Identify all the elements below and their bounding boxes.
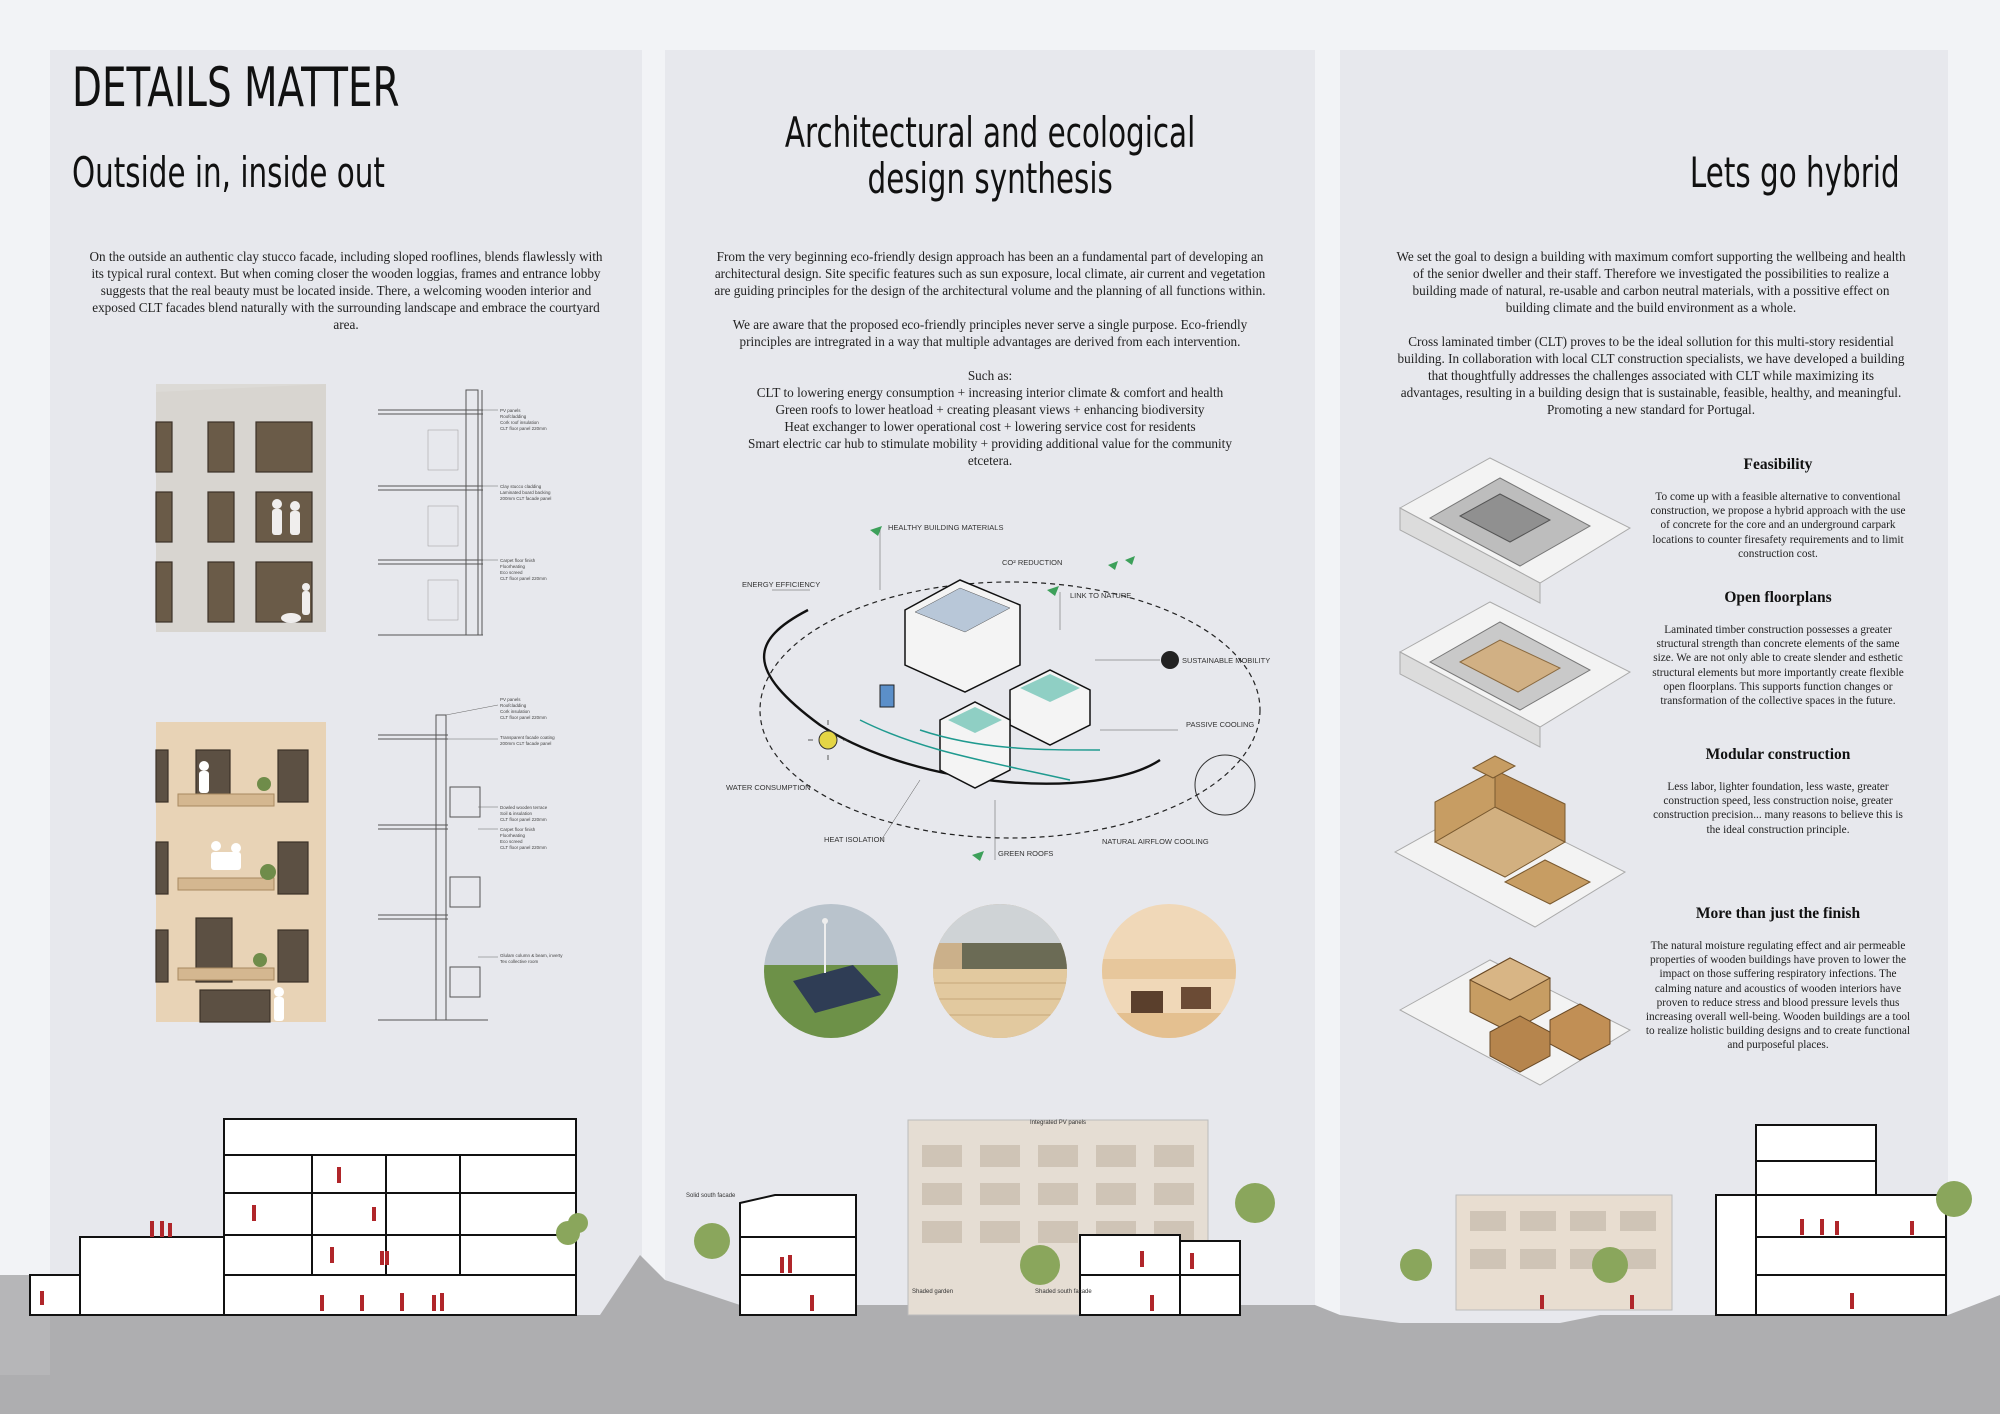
svg-text:CLT floor panel 220mm: CLT floor panel 220mm <box>500 576 547 581</box>
panel2-list-item: CLT to lowering energy consumption + increasing interior climate & comfort and health <box>756 385 1224 400</box>
building-section-3 <box>1380 1115 1980 1320</box>
panel1-title: DETAILS MATTER <box>72 56 400 119</box>
label-heat-isolation: HEAT ISOLATION <box>824 835 885 844</box>
label-healthy-materials: HEALTHY BUILDING MATERIALS <box>888 523 1004 532</box>
label-co2-reduction: CO² REDUCTION <box>1002 558 1063 567</box>
label-sustainable-mobility: SUSTAINABLE MOBILITY <box>1182 656 1271 665</box>
open-floorplans-model <box>1400 602 1630 742</box>
panel2-list-item: Smart electric car hub to stimulate mobility + providing additional value for the community <box>748 436 1232 451</box>
svg-text:Carpet floor finish: Carpet floor finish <box>500 558 536 563</box>
svg-text:Eco screed: Eco screed <box>500 570 523 575</box>
label-passive-cooling: PASSIVE COOLING <box>1186 720 1255 729</box>
label-natural-airflow: NATURAL AIRFLOW COOLING <box>1102 837 1209 846</box>
green-roof-photo-circle <box>763 903 899 1039</box>
svg-text:Soil & insulation: Soil & insulation <box>500 811 533 816</box>
svg-text:Transparent facade coating: Transparent facade coating <box>500 735 555 740</box>
panel1-subtitle: Outside in, inside out <box>72 148 385 197</box>
grey-facade-elevation <box>156 384 326 632</box>
label-link-to-nature: LINK TO NATURE <box>1070 591 1132 600</box>
open-floorplans-heading: Open floorplans <box>1724 589 1832 606</box>
svg-text:Floorheating: Floorheating <box>500 833 526 838</box>
finish-text: The natural moisture regulating effect and air permeable properties of wooden buildings have proven to lower the impact on those suffering respiratory infections. The calming nature and acoustics of wooden interiors have proven to reduce stress and blood pressure levels thus increasing overall well-being. Wooden buildings are a tool to realize holistic building designs and to create functional and purposeful places. <box>1645 940 1911 1052</box>
panel2-title-line1: Architectural and ecological <box>784 108 1196 157</box>
svg-text:Carpet floor finish: Carpet floor finish <box>500 827 536 832</box>
building-section-1 <box>30 1115 610 1320</box>
feasibility-heading: Feasibility <box>1743 456 1813 473</box>
panel2-paragraph2: We are aware that the proposed eco-friendly principles never serve a single purpose. Eco-friendly principles are intregrated in a way that multiple advantages are derived from each intervention. <box>732 317 1248 349</box>
svg-text:Clay stucco cladding: Clay stucco cladding <box>500 484 542 489</box>
modular-construction-model <box>1395 762 1625 932</box>
svg-text:CLT floor panel 220mm: CLT floor panel 220mm <box>500 817 547 822</box>
panel3-paragraph1: We set the goal to design a building with maximum comfort supporting the wellbeing and health of the senior dweller and their staff. Therefore we investigated the possibilities to realize a building made of natural, re-usable and carbon neutral materials, with a possitive effect on building climate and the build environment as a whole. <box>1396 249 1906 315</box>
modular-construction-heading: Modular construction <box>1705 746 1851 763</box>
svg-text:Dowled wooden terrace: Dowled wooden terrace <box>500 805 548 810</box>
panel3-paragraph2: Cross laminated timber (CLT) proves to be the ideal sollution for this multi-story residential building. In collaboration with local CLT construction specialists, we have developed a building that thoughtfully addresses the challenges associated with CLT while maximizing its advantages, resulting in a building design that is sustainable, feasible, healthy, and meaningful. Promoting a new standard for Portugal. <box>1397 334 1905 417</box>
building-section-2 <box>680 1115 1320 1320</box>
svg-text:200mm CLT facade panel: 200mm CLT facade panel <box>500 741 552 746</box>
wall-detail-section-2 <box>378 695 563 1025</box>
label-solid-south-facade: Solid south facade <box>686 1193 736 1199</box>
svg-text:Cork insulation: Cork insulation <box>500 709 530 714</box>
svg-text:Cork roof insulation: Cork roof insulation <box>500 420 539 425</box>
panel3-title: Lets go hybrid <box>1690 148 1900 197</box>
label-shaded-south-facade: Shaded south facade <box>1035 1289 1092 1295</box>
panel2-paragraph1: From the very beginning eco-friendly design approach has been an a fundamental part of developing an architectural design. Site specific features such as sun exposure, local climate, air current and vegetation are guiding principles for the design of the architectural volume and the planning of all functions within. <box>714 249 1266 298</box>
feasibility-text: To come up with a feasible alternative to conventional construction, we propose a hybrid approach with the use of concrete for the core and an underground carpark locations to counter firesafety requirements and to limit construction cost. <box>1650 491 1906 560</box>
label-green-roofs: GREEN ROOFS <box>998 849 1054 858</box>
svg-text:200mm CLT facade panel: 200mm CLT facade panel <box>500 496 552 501</box>
svg-text:CLT floor panel 220mm: CLT floor panel 220mm <box>500 715 547 720</box>
label-integrated-pv: Integrated PV panels <box>1030 1120 1087 1126</box>
panel2-list-item: Heat exchanger to lower operational cost + lowering service cost for residents <box>784 419 1196 434</box>
heat-exchanger-photo-circle <box>1101 903 1237 1039</box>
panel2-title <box>665 110 1315 202</box>
modular-construction-text: Less labor, lighter foundation, less waste, greater construction speed, less construction noise, greater construction precision... many reasons to believe this is the ideal construction principle. <box>1653 781 1903 836</box>
finish-heading: More than just the finish <box>1695 905 1861 922</box>
finish-model <box>1400 940 1630 1090</box>
svg-text:Tex collective room: Tex collective room <box>500 959 539 964</box>
panel2-list-intro: Such as: <box>967 368 1013 383</box>
open-floorplans-text: Laminated timber construction possesses a greater structural strength than concrete elements of the same size. We are not only able to create slender and esthetic structural elements but more importantly create flexible open floorplans. This supports function changes or transformation of the collective spaces in the future. <box>1652 624 1904 708</box>
feasibility-model <box>1400 458 1630 590</box>
svg-text:Roofcladding: Roofcladding <box>500 414 527 419</box>
panel1-paragraph: On the outside an authentic clay stucco facade, including sloped rooflines, blends flawlessly with its typical rural context. But when coming closer the wooden loggias, frames and entrance lobby suggests that the real beauty must be located inside. There, a welcoming wooden interior and exposed CLT facades blend naturally with the surrounding landscape and embrace the courtyard area. <box>89 249 603 332</box>
svg-text:Laminated board backing: Laminated board backing <box>500 490 551 495</box>
clt-interior-photo-circle <box>932 903 1068 1039</box>
svg-text:Eco screed: Eco screed <box>500 839 523 844</box>
svg-text:PV panels: PV panels <box>500 408 521 413</box>
svg-text:Floorheating: Floorheating <box>500 564 526 569</box>
clay-facade-elevation <box>156 722 326 1022</box>
svg-text:Glulam column & beam, inverty: Glulam column & beam, inverty <box>500 953 563 958</box>
label-water-consumption: WATER CONSUMPTION <box>726 783 811 792</box>
svg-text:CLT floor panel 220mm: CLT floor panel 220mm <box>500 845 547 850</box>
panel2-text <box>710 248 1270 469</box>
svg-text:CLT floor panel 220mm: CLT floor panel 220mm <box>500 426 547 431</box>
panel3-title-wrap <box>1340 148 1900 197</box>
panel2-title-line2: design synthesis <box>867 154 1113 203</box>
panel2-list-item: Green roofs to lower heatload + creating pleasant views + enhancing biodiversity <box>775 402 1205 417</box>
svg-text:PV panels: PV panels <box>500 697 521 702</box>
label-shaded-garden: Shaded garden <box>912 1289 954 1295</box>
wall-detail-section-1 <box>378 390 552 640</box>
eco-diagram <box>720 520 1280 890</box>
panel3-text <box>1396 248 1906 435</box>
panel2-list-item: etcetera. <box>967 453 1013 468</box>
svg-text:Roofcladding: Roofcladding <box>500 703 527 708</box>
label-energy-efficiency: ENERGY EFFICIENCY <box>742 580 821 589</box>
